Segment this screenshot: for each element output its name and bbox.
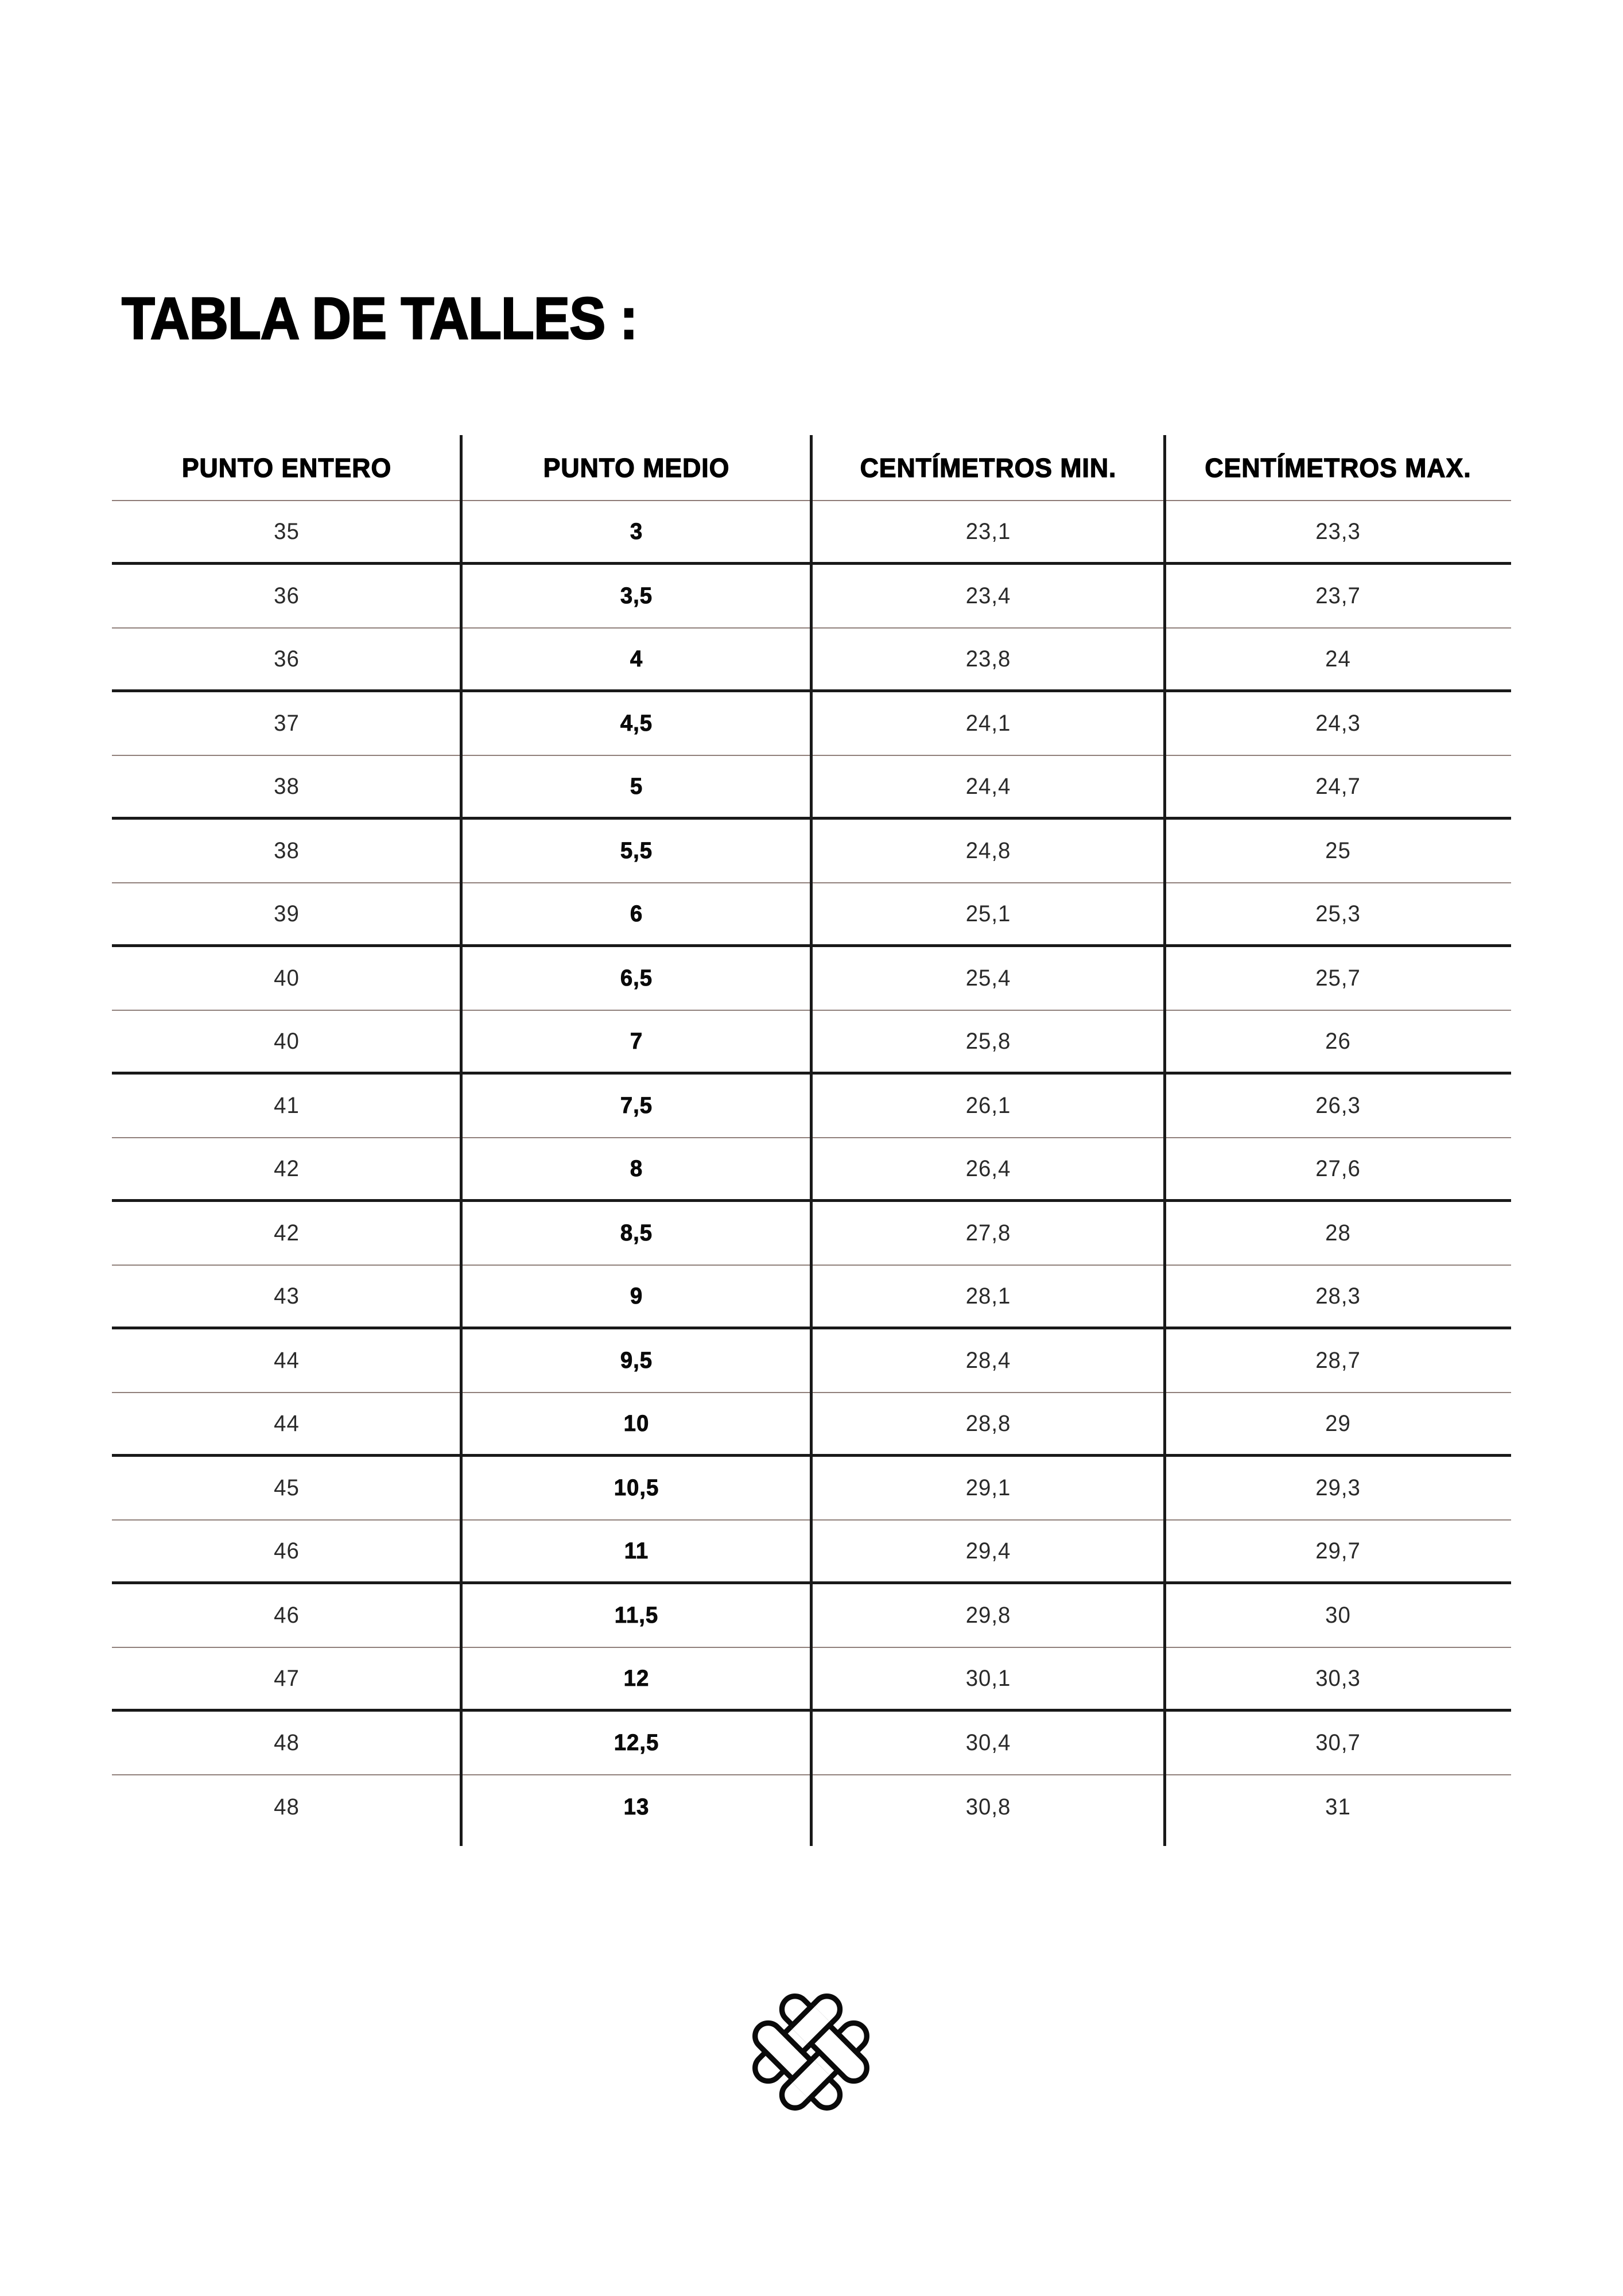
cell-cm-min: 25,8 (965, 1028, 1011, 1054)
cell-cm-min: 26,4 (965, 1155, 1011, 1181)
cell-cm-max: 28,7 (1315, 1348, 1361, 1373)
cell-punto-medio: 5,5 (620, 838, 653, 863)
cell-punto-medio: 4,5 (620, 711, 653, 736)
cell-punto-entero: 41 (274, 1093, 300, 1118)
cell-cm-max: 26 (1325, 1028, 1351, 1054)
cell-punto-entero: 39 (274, 901, 300, 926)
cell-punto-medio: 3 (630, 518, 643, 544)
cell-cm-min: 28,8 (965, 1410, 1011, 1436)
cell-punto-entero: 42 (274, 1220, 300, 1246)
cell-punto-entero: 38 (274, 773, 300, 799)
column-header-centimetros-max: CENTÍMETROS MAX. (1205, 452, 1471, 483)
cell-cm-min: 29,8 (965, 1603, 1011, 1628)
column-divider (1163, 435, 1166, 1846)
cell-cm-max: 27,6 (1315, 1155, 1361, 1181)
cell-punto-entero: 45 (274, 1475, 300, 1500)
cell-punto-entero: 40 (274, 965, 300, 991)
cell-punto-entero: 42 (274, 1155, 300, 1181)
cell-punto-entero: 47 (274, 1665, 300, 1691)
column-header-punto-entero: PUNTO ENTERO (181, 452, 392, 483)
cell-cm-max: 31 (1325, 1794, 1351, 1820)
cell-cm-min: 28,1 (965, 1283, 1011, 1309)
cell-cm-max: 30,3 (1315, 1665, 1361, 1691)
cell-cm-min: 23,4 (965, 583, 1011, 608)
column-divider (460, 435, 463, 1846)
cell-cm-min: 27,8 (965, 1220, 1011, 1246)
cell-cm-max: 25,7 (1315, 965, 1361, 991)
cell-punto-medio: 11 (624, 1538, 649, 1564)
cell-punto-medio: 9,5 (620, 1348, 653, 1373)
cell-punto-medio: 12 (623, 1665, 650, 1691)
cell-punto-medio: 5 (630, 773, 643, 799)
cell-punto-medio: 11,5 (614, 1603, 659, 1628)
cell-cm-min: 23,8 (965, 646, 1011, 672)
cell-cm-min: 25,1 (965, 901, 1011, 926)
cell-cm-max: 30,7 (1315, 1730, 1361, 1755)
cell-cm-min: 28,4 (965, 1348, 1011, 1373)
cell-cm-min: 29,1 (965, 1475, 1011, 1500)
brand-knot-logo (733, 1973, 889, 2131)
cell-cm-max: 23,7 (1315, 583, 1361, 608)
cell-punto-medio: 8,5 (620, 1220, 653, 1246)
cell-punto-medio: 6,5 (620, 965, 653, 991)
cell-cm-max: 29,3 (1315, 1475, 1361, 1500)
cell-punto-medio: 7 (630, 1028, 643, 1054)
cell-cm-min: 24,8 (965, 838, 1011, 863)
cell-cm-max: 25,3 (1315, 901, 1361, 926)
cell-punto-entero: 48 (274, 1794, 300, 1820)
cell-punto-entero: 44 (274, 1410, 300, 1436)
cell-punto-medio: 3,5 (620, 583, 653, 608)
cell-cm-max: 28 (1325, 1220, 1351, 1246)
column-divider (810, 435, 813, 1846)
cell-punto-entero: 44 (274, 1348, 300, 1373)
size-table (112, 435, 1511, 1839)
cell-punto-entero: 38 (274, 838, 300, 863)
cell-punto-entero: 35 (274, 518, 300, 544)
cell-punto-medio: 4 (630, 646, 643, 672)
cell-punto-medio: 9 (630, 1283, 643, 1309)
cell-punto-entero: 46 (274, 1603, 300, 1628)
cell-cm-max: 29,7 (1315, 1538, 1361, 1564)
cell-punto-medio: 12,5 (614, 1730, 659, 1755)
cell-cm-max: 29 (1325, 1410, 1351, 1436)
cell-cm-min: 30,1 (965, 1665, 1011, 1691)
cell-punto-medio: 13 (623, 1794, 650, 1820)
cell-cm-max: 24,7 (1315, 773, 1361, 799)
cell-cm-min: 24,1 (965, 711, 1011, 736)
cell-cm-max: 26,3 (1315, 1093, 1361, 1118)
cell-punto-medio: 7,5 (620, 1093, 653, 1118)
cell-punto-medio: 10 (623, 1410, 650, 1436)
cell-cm-max: 30 (1325, 1603, 1351, 1628)
cell-punto-entero: 36 (274, 646, 300, 672)
cell-cm-max: 25 (1325, 838, 1351, 863)
cell-punto-medio: 8 (630, 1155, 643, 1181)
cell-cm-max: 24,3 (1315, 711, 1361, 736)
column-header-centimetros-min: CENTÍMETROS MIN. (860, 452, 1117, 483)
cell-cm-min: 23,1 (965, 518, 1011, 544)
column-header-punto-medio: PUNTO MEDIO (543, 452, 730, 483)
cell-punto-medio: 6 (630, 901, 643, 926)
cell-cm-min: 30,8 (965, 1794, 1011, 1820)
cell-punto-medio: 10,5 (614, 1475, 659, 1500)
cell-cm-max: 24 (1325, 646, 1351, 672)
cell-punto-entero: 40 (274, 1028, 300, 1054)
cell-cm-min: 24,4 (965, 773, 1011, 799)
cell-cm-min: 30,4 (965, 1730, 1011, 1755)
cell-cm-min: 26,1 (965, 1093, 1011, 1118)
cell-cm-min: 25,4 (965, 965, 1011, 991)
cell-punto-entero: 48 (274, 1730, 300, 1755)
cell-punto-entero: 36 (274, 583, 300, 608)
cell-punto-entero: 37 (274, 711, 300, 736)
cell-cm-min: 29,4 (965, 1538, 1011, 1564)
cell-punto-entero: 43 (274, 1283, 300, 1309)
cell-punto-entero: 46 (274, 1538, 300, 1564)
page-title: TABLA DE TALLES : (122, 285, 638, 351)
cell-cm-max: 23,3 (1315, 518, 1361, 544)
cell-cm-max: 28,3 (1315, 1283, 1361, 1309)
